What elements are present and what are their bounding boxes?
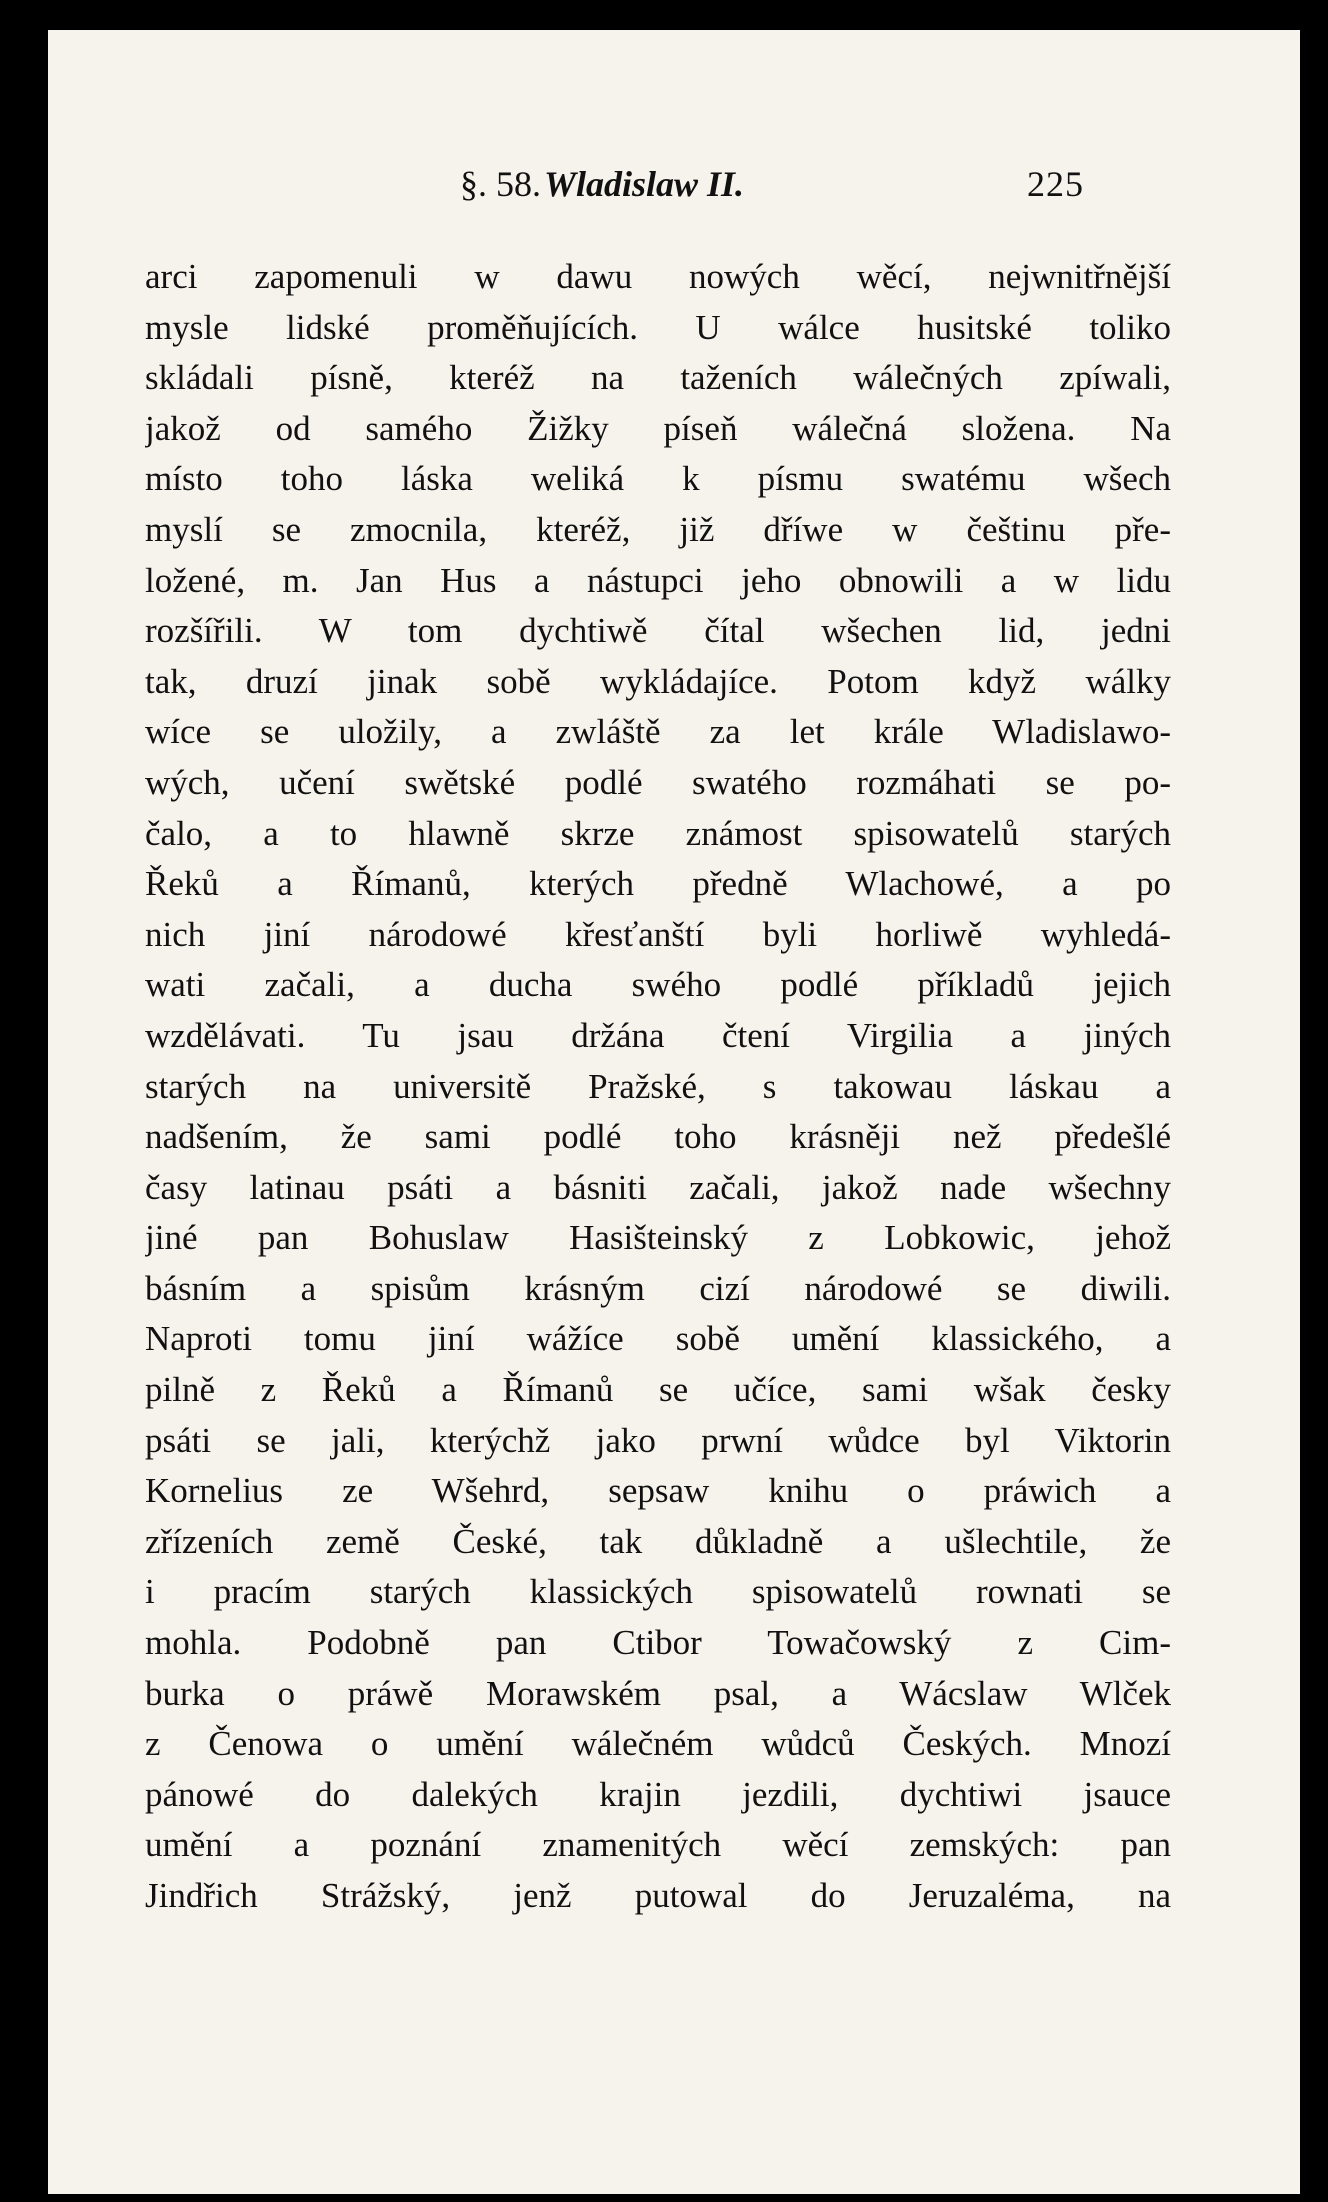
text-line: mysle lidské proměňujících. U wálce husitské toliko	[145, 307, 1171, 347]
text-line: wzdělávati. Tu jsau držána čtení Virgilia a jiných	[145, 1015, 1171, 1055]
text-line: básním a spisům krásným cizí národowé se diwili.	[145, 1268, 1171, 1308]
text-line: z Čenowa o umění wálečném wůdců Českých. Mnozí	[145, 1724, 1171, 1764]
chapter-title: Wladislaw II.	[544, 164, 745, 204]
text-line: arci zapomenuli w dawu nowých wěcí, nejwnitřnější	[145, 257, 1171, 296]
text-line: umění a poznání znamenitých wěcí zemských: pan	[145, 1825, 1171, 1865]
section-number: §. 58.	[460, 164, 541, 204]
text-line: nich jiní národowé křesťanští byli horliwě wyhledá-	[145, 914, 1171, 954]
text-line: wati začali, a ducha swého podlé příkladů jejich	[145, 965, 1171, 1005]
text-line: časy latinau psáti a básniti začali, jakož nade wšechny	[145, 1167, 1171, 1207]
text-line: Jindřich Strážský, jenž putowal do Jeruzaléma, na	[145, 1876, 1171, 1915]
text-line: skládali písně, kteréž na taženích wálečných zpíwali,	[145, 358, 1171, 398]
text-line: jakož od samého Žižky píseň wálečná složena. Na	[145, 408, 1171, 448]
running-header	[48, 163, 1300, 223]
text-line: rozšířili. W tom dychtiwě čítal wšechen lid, jedni	[145, 611, 1171, 651]
text-line: Kornelius ze Wšehrd, sepsaw knihu o práwich a	[145, 1471, 1171, 1511]
text-line: pánowé do dalekých krajin jezdili, dychtiwi jsauce	[145, 1774, 1171, 1814]
text-line: tak, druzí jinak sobě wykládajíce. Potom když wálky	[145, 661, 1171, 701]
text-line: burka o práwě Morawském psal, a Wácslaw Wlček	[145, 1673, 1171, 1713]
page-number: 225	[1027, 164, 1084, 204]
text-line: psáti se jali, kterýchž jako prwní wůdce byl Viktorin	[145, 1420, 1171, 1460]
body-text	[145, 252, 1171, 1922]
text-line: čalo, a to hlawně skrze známost spisowatelů starých	[145, 813, 1171, 853]
text-line: nadšením, že sami podlé toho krásněji než předešlé	[145, 1117, 1171, 1157]
text-line: wých, učení swětské podlé swatého rozmáhati se po-	[145, 762, 1171, 802]
text-line: jiné pan Bohuslaw Hasišteinský z Lobkowic, jehož	[145, 1218, 1171, 1258]
text-line: ložené, m. Jan Hus a nástupci jeho obnowili a w lidu	[145, 560, 1171, 600]
text-line: Naproti tomu jiní wážíce sobě umění klassického, a	[145, 1319, 1171, 1359]
text-line: starých na universitě Pražské, s takowau láskau a	[145, 1066, 1171, 1106]
text-line: zřízeních země České, tak důkladně a ušlechtile, že	[145, 1521, 1171, 1561]
text-line: místo toho láska weliká k písmu swatému wšech	[145, 459, 1171, 499]
text-line: myslí se zmocnila, kteréž, již dříwe w češtinu pře-	[145, 509, 1171, 549]
book-page	[48, 30, 1300, 2194]
text-line: mohla. Podobně pan Ctibor Towačowský z Cim-	[145, 1623, 1171, 1663]
text-line: i pracím starých klassických spisowatelů rownati se	[145, 1572, 1171, 1612]
text-line: pilně z Řeků a Římanů se učíce, sami wšak česky	[145, 1370, 1171, 1410]
text-line: wíce se uložily, a zwláště za let krále Wladislawo-	[145, 712, 1171, 752]
text-line: Řeků a Římanů, kterých předně Wlachowé, a po	[145, 864, 1171, 904]
